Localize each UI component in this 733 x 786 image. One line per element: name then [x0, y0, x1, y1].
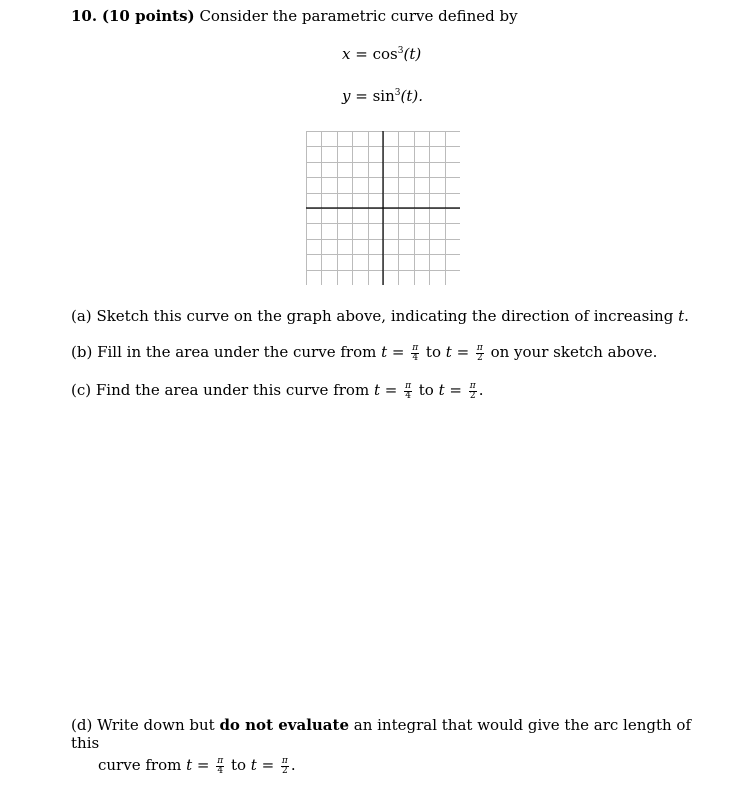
eq-y-arg: (t). [400, 87, 423, 105]
fraction-pi-over-4: $\frac{\pi}{4}$ [412, 342, 419, 363]
part-b: (b) Fill in the area under the curve from t = $\frac{\pi}{4}$ to t = $\frac{\pi}{2}$ on your sketch above. [71, 342, 658, 363]
part-a-label: (a) [71, 307, 92, 325]
part-a: (a) Sketch this curve on the graph above, indicating the direction of increasing t. [71, 307, 689, 325]
fraction-pi-over-2: $\frac{\pi}{2}$ [281, 755, 288, 776]
eq-y-var: y [342, 87, 351, 105]
part-c: (c) Find the area under this curve from t = $\frac{\pi}{4}$ to t = $\frac{\pi}{2}$ . [71, 380, 484, 401]
problem-header [71, 7, 518, 25]
part-d [71, 716, 711, 776]
eq-y-func: sin [372, 87, 395, 105]
part-d-line2: curve from t = $\frac{\pi}{4}$ to t = $\frac{\pi}{2}$ . [98, 755, 296, 776]
blank-graph-grid[interactable] [306, 131, 460, 285]
fraction-pi-over-2: $\frac{\pi}{2}$ [476, 342, 483, 363]
problem-number: 10. [71, 7, 98, 25]
part-c-label: (c) [71, 381, 92, 399]
part-d-label: (d) [71, 716, 93, 734]
equation-x: $x = \cos^3(t)$ [342, 45, 422, 63]
equation-y: $y = \sin^3(t)$. [342, 87, 423, 105]
part-c-text: Find the area under this curve from [95, 381, 374, 399]
part-a-text: Sketch this curve on the graph above, indicating the direction of increasing [96, 307, 679, 325]
part-b-text: Fill in the area under the curve from [97, 343, 382, 361]
eq-x-var: x [342, 45, 351, 63]
fraction-pi-over-2: $\frac{\pi}{2}$ [469, 380, 476, 401]
problem-points: (10 points) [101, 7, 195, 25]
fraction-pi-over-4: $\frac{\pi}{4}$ [405, 380, 412, 401]
part-b-label: (b) [71, 343, 93, 361]
eq-y-power: 3 [394, 88, 401, 98]
part-d-text1: Write down but [97, 716, 220, 734]
eq-x-arg: (t) [403, 45, 422, 63]
part-d-text2: an integral that would give the arc length of this [71, 716, 692, 752]
eq-x-func: cos [372, 45, 398, 63]
part-a-var: t [678, 307, 685, 325]
eq-x-power: 3 [397, 46, 404, 56]
fraction-pi-over-4: $\frac{\pi}{4}$ [217, 755, 224, 776]
problem-intro: Consider the parametric curve defined by [199, 7, 518, 25]
part-d-bold: do not evaluate [219, 716, 349, 734]
